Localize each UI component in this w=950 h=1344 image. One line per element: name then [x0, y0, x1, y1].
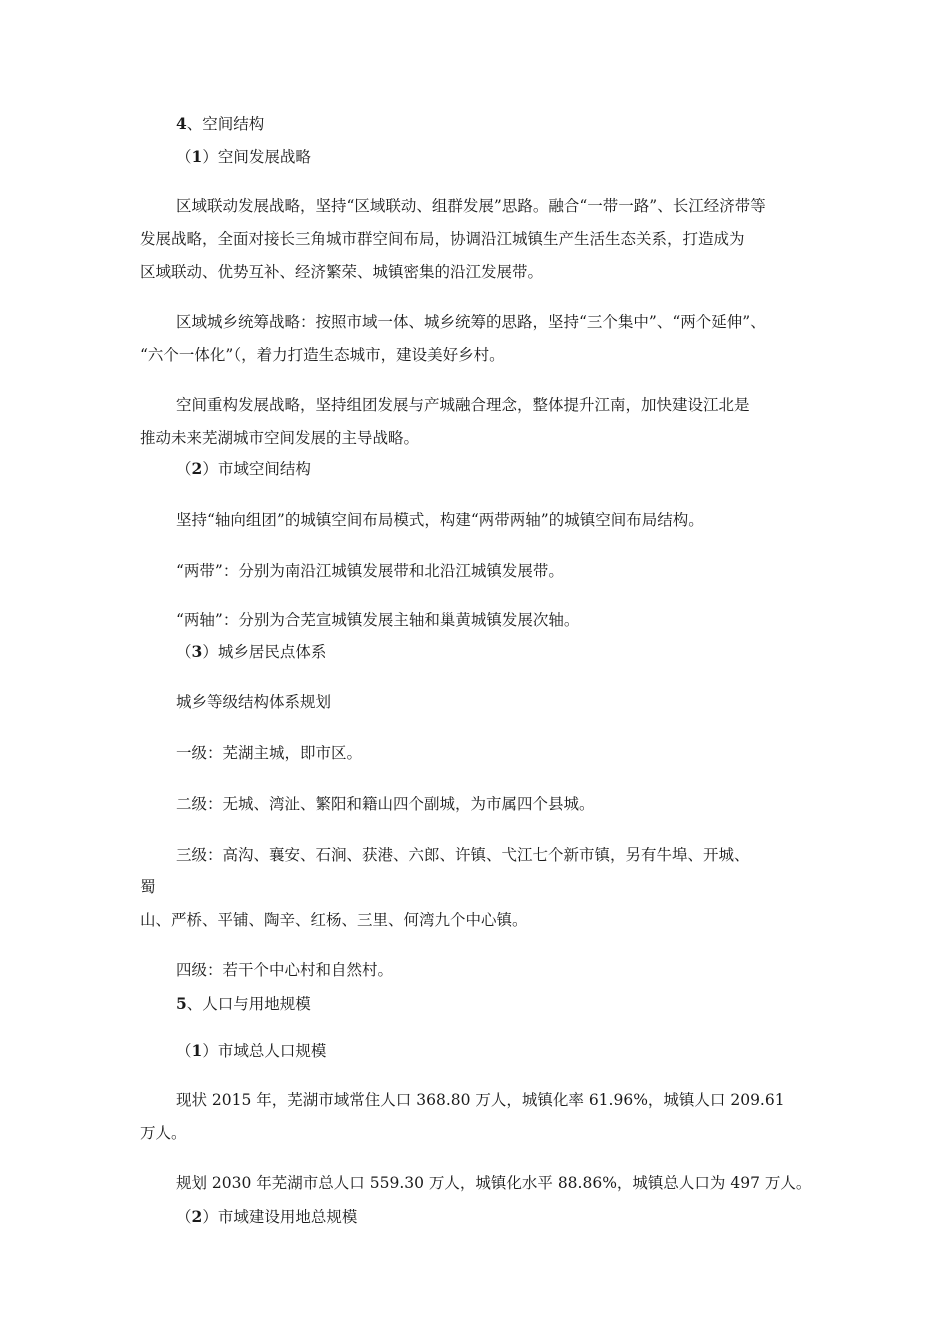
section-title: 、空间结构 [186, 115, 265, 133]
paragraph-line: “两轴”：分别为合芜宣城镇发展主轴和巢黄城镇发展次轴。 [176, 611, 580, 629]
paragraph-line: 坚持“轴向组团”的城镇空间布局模式，构建“两带两轴”的城镇空间布局结构。 [176, 511, 704, 529]
subsection-title: ）空间发展战略 [202, 148, 311, 166]
section-number: 4 [176, 114, 187, 133]
paragraph-line: 二级：无城、湾沚、繁阳和籍山四个副城，为市属四个县城。 [176, 795, 595, 813]
subsection-heading [176, 459, 311, 479]
subsection-number: 1 [191, 1041, 203, 1060]
paragraph-line: 城乡等级结构体系规划 [176, 693, 332, 711]
paragraph-line: 一级：芜湖主城，即市区。 [176, 744, 363, 762]
paren-open: （ [176, 148, 192, 166]
paragraph-line: “六个一体化”（，着力打造生态城市，建设美好乡村。 [140, 346, 505, 364]
subsection-number: 1 [191, 147, 203, 166]
section-title: 、人口与用地规模 [186, 995, 311, 1013]
paragraph-line: 山、严桥、平铺、陶辛、红杨、三里、何湾九个中心镇。 [140, 911, 528, 929]
paragraph-line: 推动未来芜湖城市空间发展的主导战略。 [140, 429, 420, 447]
subsection-heading [176, 642, 326, 662]
subsection-heading [176, 147, 311, 167]
paragraph-line: 规划 2030 年芜湖市总人口 559.30 万人，城镇化水平 88.86%，城镇总人口为 497 万人。 [176, 1174, 812, 1192]
paren-open: （ [176, 1208, 192, 1226]
paren-open: （ [176, 1042, 192, 1060]
section-number: 5 [176, 994, 187, 1013]
subsection-heading [176, 1041, 326, 1061]
paragraph-line: 三级：高沟、襄安、石涧、获港、六郎、许镇、弋江七个新市镇，另有牛埠、开城、 [176, 846, 750, 864]
paragraph-line: 区域联动发展战略，坚持“区域联动、组群发展”思路。融合“一带一路”、长江经济带等 [176, 197, 766, 215]
paragraph-line: “两带”：分别为南沿江城镇发展带和北沿江城镇发展带。 [176, 562, 564, 580]
paragraph-line: 万人。 [140, 1124, 187, 1142]
subsection-number: 2 [191, 459, 203, 478]
paren-open: （ [176, 460, 192, 478]
subsection-title: ）市域总人口规模 [202, 1042, 327, 1060]
paragraph-line: 蜀 [140, 878, 156, 896]
subsection-heading [176, 1207, 357, 1227]
subsection-number: 3 [191, 642, 203, 661]
paragraph-line: 区域城乡统筹战略：按照市域一体、城乡统筹的思路，坚持“三个集中”、“两个延伸”、 [176, 313, 766, 331]
paren-open: （ [176, 643, 192, 661]
section-4-heading [176, 114, 264, 134]
subsection-number: 2 [191, 1207, 203, 1226]
paragraph-line: 发展战略，全面对接长三角城市群空间布局，协调沿江城镇生产生活生态关系，打造成为 [140, 230, 745, 248]
subsection-title: ）市域建设用地总规模 [202, 1208, 358, 1226]
subsection-title: ）市域空间结构 [202, 460, 311, 478]
paragraph-line: 区域联动、优势互补、经济繁荣、城镇密集的沿江发展带。 [140, 263, 544, 281]
section-5-heading [176, 994, 311, 1014]
paragraph-line: 空间重构发展战略，坚持组团发展与产城融合理念，整体提升江南，加快建设江北是 [176, 396, 750, 414]
paragraph-line: 现状 2015 年，芜湖市域常住人口 368.80 万人，城镇化率 61.96%，城镇人口 209.61 [176, 1091, 785, 1109]
subsection-title: ）城乡居民点体系 [202, 643, 327, 661]
paragraph-line: 四级：若干个中心村和自然村。 [176, 961, 394, 979]
